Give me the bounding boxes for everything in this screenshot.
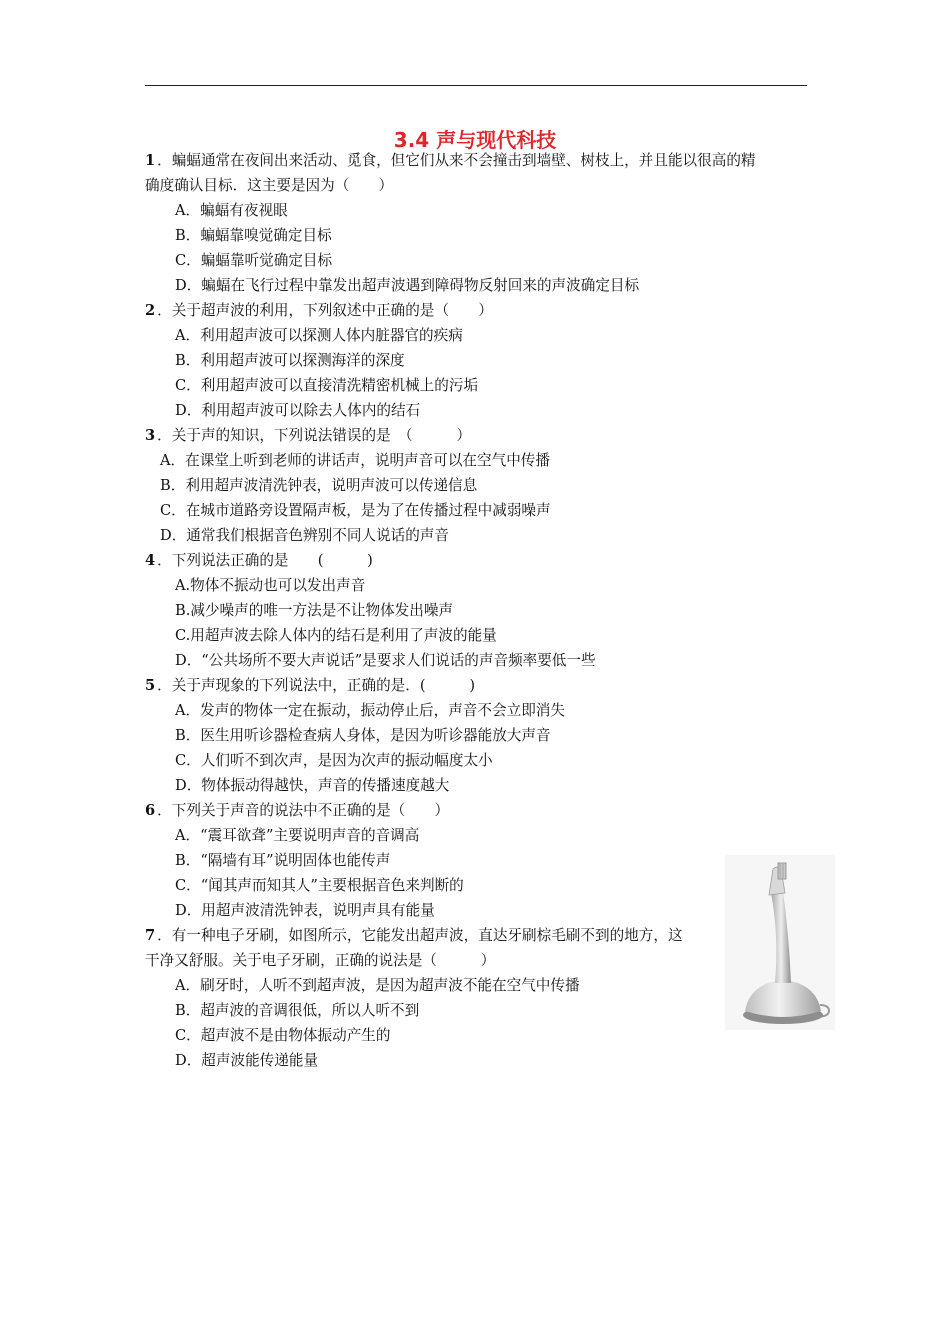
option-c: C．在城市道路旁设置隔声板，是为了在传播过程中减弱噪声 [160, 502, 551, 519]
question-stem: ．下列说法正确的是 ( ) [157, 552, 373, 569]
option-b: B．利用超声波可以探测海洋的深度 [175, 352, 405, 369]
option-d: D．利用超声波可以除去人体内的结石 [175, 402, 421, 419]
question-stem: ．关于声的知识，下列说法错误的是 （ ） [157, 427, 471, 444]
option-c: C．超声波不是由物体振动产生的 [175, 1027, 391, 1044]
option-b: B.减少噪声的唯一方法是不让物体发出噪声 [175, 602, 454, 619]
option-d: D．超声波能传递能量 [175, 1052, 319, 1069]
page-title: 3.4 声与现代科技 [393, 128, 557, 152]
option-c: C．利用超声波可以直接清洗精密机械上的污垢 [175, 377, 479, 394]
option-a: A.物体不振动也可以发出声音 [175, 577, 366, 594]
header-rule [145, 85, 807, 86]
question-stem: ．下列关于声音的说法中不正确的是（ ） [157, 802, 450, 819]
question-2 [145, 298, 810, 423]
option-d: D．物体振动得越快，声音的传播速度越大 [175, 777, 450, 794]
option-d: D．“公共场所不要大声说话”是要求人们说话的声音频率要低一些 [175, 652, 596, 669]
option-a: A．蝙蝠有夜视眼 [175, 202, 288, 219]
question-stem: ．蝙蝠通常在夜间出来活动、觅食，但它们从来不会撞击到墙壁、树枝上，并且能以很高的精 [157, 152, 756, 169]
option-d: D．蝙蝠在飞行过程中靠发出超声波遇到障碍物反射回来的声波确定目标 [175, 277, 640, 294]
option-a: A．发声的物体一定在振动，振动停止后，声音不会立即消失 [175, 702, 565, 719]
question-4 [145, 548, 810, 673]
question-number: 3 [145, 427, 156, 444]
option-b: B．利用超声波清洗钟表，说明声波可以传递信息 [160, 477, 478, 494]
option-c: C.用超声波去除人体内的结石是利用了声波的能量 [175, 627, 497, 644]
question-number: 2 [145, 302, 156, 319]
electric-toothbrush-image [725, 855, 835, 1030]
option-a: A．在课堂上听到老师的讲话声，说明声音可以在空气中传播 [160, 452, 550, 469]
question-6 [145, 798, 810, 923]
option-a: A．刷牙时，人听不到超声波，是因为超声波不能在空气中传播 [175, 977, 580, 994]
option-a: A．“震耳欲聋”主要说明声音的音调高 [175, 827, 420, 844]
question-number: 6 [145, 802, 156, 819]
question-1 [145, 148, 810, 298]
question-number: 5 [145, 677, 156, 694]
question-number: 4 [145, 552, 156, 569]
option-d: D．用超声波清洗钟表，说明声具有能量 [175, 902, 435, 919]
question-stem: ．有一种电子牙刷，如图所示，它能发出超声波，直达牙刷棕毛刷不到的地方，这 [157, 927, 683, 944]
question-number: 1 [145, 152, 156, 169]
question-stem-cont: 确度确认目标．这主要是因为（ ） [145, 177, 394, 194]
option-d: D．通常我们根据音色辨别不同人说话的声音 [160, 527, 449, 544]
option-b: B．蝙蝠靠嗅觉确定目标 [175, 227, 332, 244]
question-stem: ．关于声现象的下列说法中，正确的是．( ) [157, 677, 476, 694]
question-5 [145, 673, 810, 798]
question-3 [145, 423, 810, 548]
option-c: C．“闻其声而知其人”主要根据音色来判断的 [175, 877, 464, 894]
question-stem-cont: 干净又舒服。关于电子牙刷，正确的说法是（ ） [145, 952, 496, 969]
question-stem: ．关于超声波的利用，下列叙述中正确的是（ ） [157, 302, 493, 319]
question-list [145, 148, 810, 1073]
option-b: B．超声波的音调很低，所以人听不到 [175, 1002, 420, 1019]
option-a: A．利用超声波可以探测人体内脏器官的疾病 [175, 327, 463, 344]
option-c: C．人们听不到次声，是因为次声的振动幅度太小 [175, 752, 493, 769]
option-b: B．“隔墙有耳”说明固体也能传声 [175, 852, 391, 869]
question-number: 7 [145, 927, 156, 944]
question-7 [145, 923, 810, 1073]
option-c: C．蝙蝠靠听觉确定目标 [175, 252, 333, 269]
option-b: B．医生用听诊器检查病人身体，是因为听诊器能放大声音 [175, 727, 551, 744]
